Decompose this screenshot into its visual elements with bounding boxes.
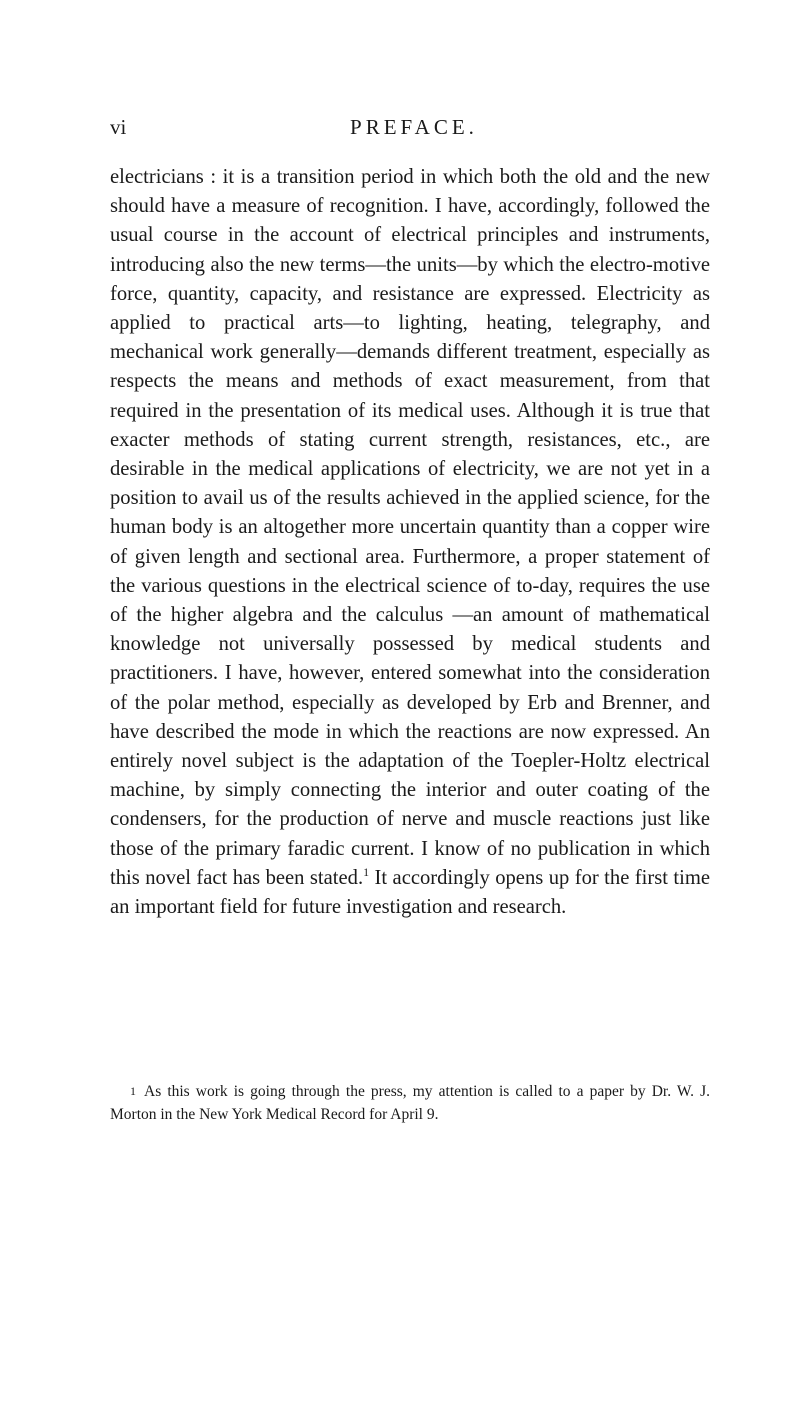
- running-head: [110, 112, 710, 142]
- footnote-reference[interactable]: 1: [363, 865, 370, 880]
- running-title: PREFACE.: [350, 115, 478, 139]
- footnote-text: As this work is going through the press, my attention is called to a paper by Dr. W. J. Morton in the New York Medical Record for April 9.: [110, 1083, 710, 1123]
- paragraph-text-end: It accordingly opens up for the first time an important field for future investigation and research.: [110, 866, 710, 919]
- footnote: [110, 1080, 710, 1126]
- footnote-mark: 1: [130, 1084, 136, 1098]
- paragraph-text: electricians : it is a transition period in which both the old and the new should have a measure of recognition. I have, accordingly, followed the usual course in the account of electrical principles and instruments, introducing also the new terms—the units—by which the electro-motive force, quantity, capacity, and resistance are expressed. Electricity as applied to practical arts—to lighting, heating, telegraphy, and mechanical work generally—demands different treatment, especially as respects the means and methods of exact measurement, from that required in the presentation of its medical uses. Although it is true that exacter methods of stating current strength, resistances, etc., are desirable in the medical applications of electricity, we are not yet in a position to avail us of the results achieved in the applied science, for the human body is an altogether more uncertain quantity than a copper wire of given length and sectional area. Furthermore, a proper statement of the various questions in the electrical science of to-day, requires the use of the higher algebra and the calculus —an amount of mathematical knowledge not universally possessed by medical students and practitioners. I have, however, entered somewhat into the consideration of the polar method, especially as developed by Erb and Brenner, and have described the mode in which the reactions are now expressed. An entirely novel subject is the adaptation of the Toepler-Holtz electrical machine, by simply connecting the interior and outer coating of the condensers, for the production of nerve and muscle reactions just like those of the primary faradic current. I know of no publication in which this novel fact has been stated.: [110, 166, 710, 889]
- body-paragraph: [110, 163, 710, 922]
- page-number: vi: [110, 115, 127, 139]
